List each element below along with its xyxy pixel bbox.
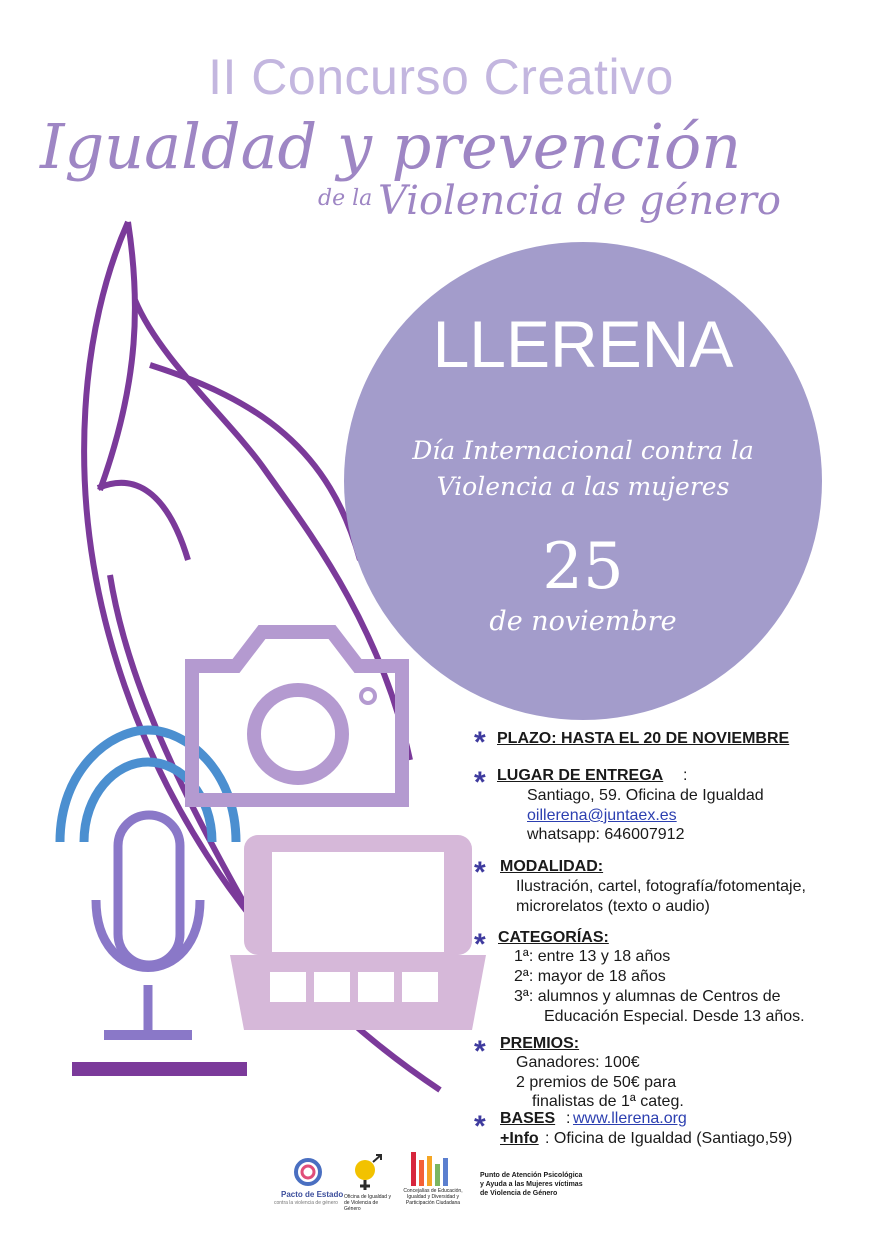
contest-subtitle-prefix: de la [318,186,373,211]
prize-line: finalistas de 1ª categ. [532,1093,684,1110]
category-item: 3ª: alumnos y alumnas de Centros de [514,988,781,1005]
pacto-logo-subtext: contra la violencia de género [274,1200,338,1206]
rules-colon: : [566,1110,571,1127]
prize-line: 2 premios de 50€ para [516,1074,677,1091]
modality-line: Ilustración, cartel, fotografía/fotomentaje, [516,878,806,895]
delivery-address: Santiago, 59. Oficina de Igualdad [527,787,764,804]
more-info-text: : Oficina de Igualdad (Santiago,59) [545,1130,793,1147]
council-logo-text: Concejalías de Educación, Igualdad y Diversidad y Participación Ciudadana [403,1188,463,1206]
delivery-heading-colon: : [683,767,688,784]
star-bullet-icon: * [474,1110,486,1143]
prizes-heading: PREMIOS: [500,1035,580,1052]
rules-heading: BASES [500,1110,556,1127]
deadline-heading: PLAZO: HASTA EL 20 DE NOVIEMBRE [497,730,790,747]
delivery-whatsapp: whatsapp: 646007912 [527,826,685,843]
equality-office-logo-icon [345,1152,385,1192]
prize-line: Ganadores: 100€ [516,1054,640,1071]
star-bullet-icon: * [474,726,486,759]
pacto-logo-text: Pacto de Estado [281,1190,344,1199]
equality-office-text: Oficina de Igualdad y de Violencia de Género [344,1194,391,1212]
category-item: 1ª: entre 13 y 18 años [514,948,671,965]
contest-subtitle: Igualdad y prevención [40,110,742,183]
mic-base [72,1062,247,1076]
support-point-line2: y Ayuda a las Mujeres víctimas [480,1181,583,1188]
more-info-heading: +Info [500,1130,539,1147]
modality-line: microrelatos (texto o audio) [516,898,710,915]
categories-heading: CATEGORÍAS: [498,929,609,946]
modality-heading: MODALIDAD: [500,858,604,875]
delivery-heading: LUGAR DE ENTREGA [497,767,664,784]
contest-subtitle-end: Violencia de género [378,178,781,224]
support-point-line3: de Violencia de Género [480,1190,558,1197]
pacto-de-estado-logo-icon [288,1157,328,1187]
event-month: de noviembre [489,606,677,637]
contest-title: II Concurso Creativo [208,49,674,105]
city-name: LLERENA [432,307,734,381]
star-bullet-icon: * [474,856,486,889]
laptop-icon [230,835,486,1030]
day-title-line1: Día Internacional contra la [412,436,754,465]
event-day-number: 25 [542,530,624,604]
star-bullet-icon: * [474,1035,486,1068]
category-item: 2ª: mayor de 18 años [514,968,666,985]
star-bullet-icon: * [474,928,486,961]
rules-website-link[interactable]: www.llerena.org [573,1110,687,1127]
microphone-icon [96,815,200,1035]
support-point-line1: Punto de Atención Psicológica [480,1172,583,1179]
delivery-email-link[interactable]: oillerena@juntaex.es [527,807,677,824]
category-item-continued: Educación Especial. Desde 13 años. [544,1008,805,1025]
day-title-line2: Violencia a las mujeres [436,472,730,501]
council-logo-icon [409,1146,455,1186]
star-bullet-icon: * [474,766,486,799]
